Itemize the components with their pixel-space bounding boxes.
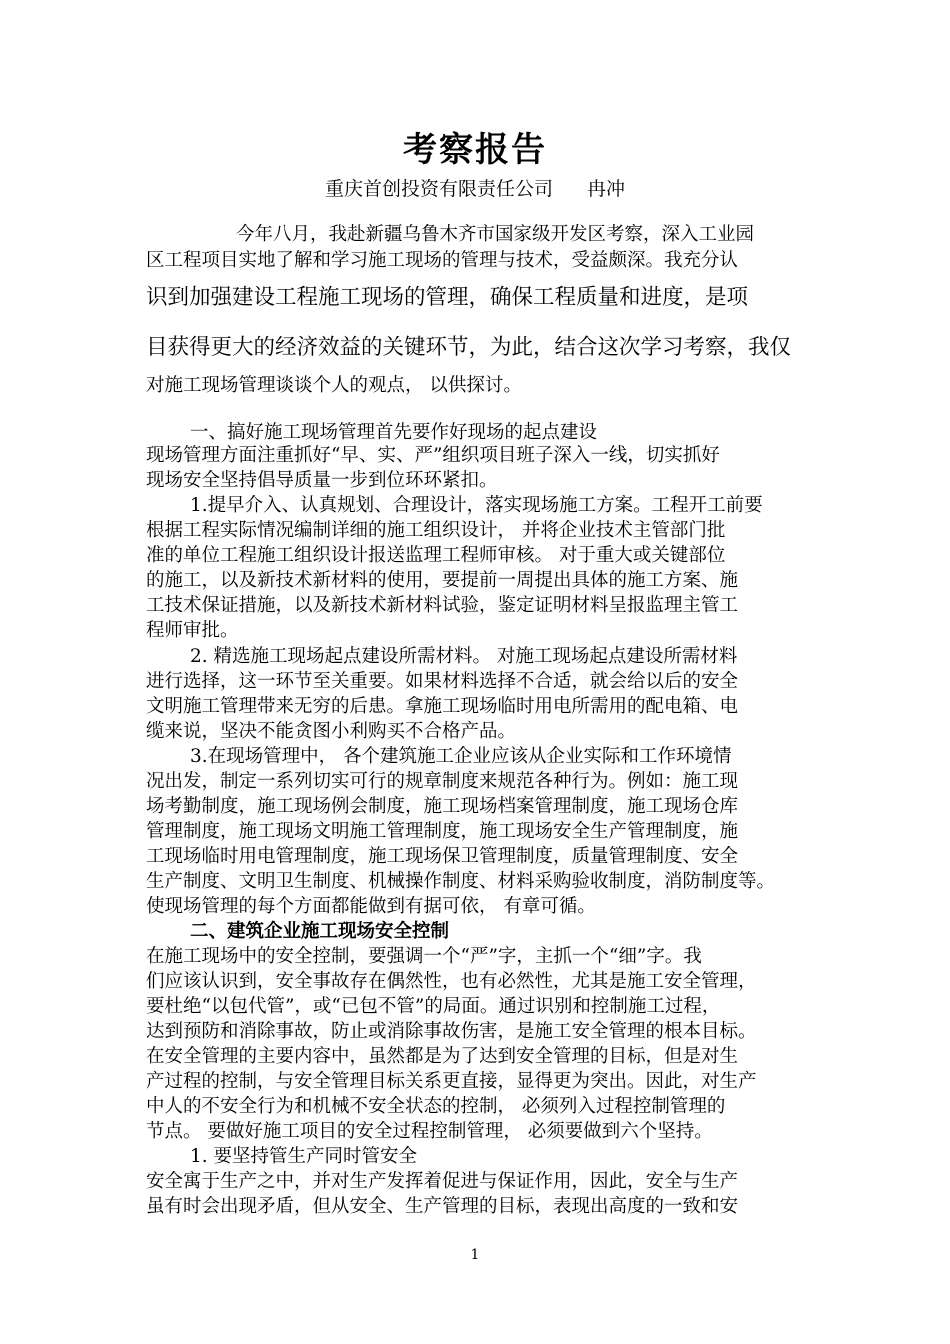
paragraph-line: 现场安全坚持倡导质量一步到位环环紧扣。 <box>146 470 498 491</box>
paragraph-line: 产过程的控制，与安全管理目标关系更直接，显得更为突出。因此，对生产 <box>146 1071 757 1092</box>
document-title: 考察报告 <box>403 130 547 170</box>
paragraph-line: 今年八月，我赴新疆乌鲁木齐市国家级开发区考察，深入工业园 <box>236 224 755 245</box>
document-byline <box>0 176 950 202</box>
paragraph-line: 工技术保证措施，以及新技术新材料试验，鉴定证明材料呈报监理主管工 <box>146 595 739 616</box>
paragraph-line: 进行选择，这一环节至关重要。如果材料选择不合适，就会给以后的安全 <box>146 671 739 692</box>
paragraph-line: 节点。 要做好施工项目的安全过程控制管理， 必须要做到六个坚持。 <box>146 1121 713 1142</box>
author-name: 冉冲 <box>587 178 626 200</box>
paragraph-line: 虽有时会出现矛盾，但从安全、生产管理的目标，表现出高度的一致和安 <box>146 1196 739 1217</box>
paragraph-line: 在施工现场中的安全控制，要强调一个“严”字，主抓一个“细”字。我 <box>146 946 702 967</box>
paragraph-line: 达到预防和消除事故，防止或消除事故伤害，是施工安全管理的根本目标。 <box>146 1021 757 1042</box>
section-heading: 一、搞好施工现场管理首先要作好现场的起点建设 <box>190 422 598 443</box>
paragraph-line: 管理制度，施工现场文明施工管理制度，施工现场安全生产管理制度，施 <box>146 821 739 842</box>
company-name: 重庆首创投资有限责任公司 <box>324 178 553 200</box>
paragraph-line: 中人的不安全行为和机械不安全状态的控制， 必须列入过程控制管理的 <box>146 1096 726 1117</box>
paragraph-line: 在安全管理的主要内容中，虽然都是为了达到安全管理的目标，但是对生 <box>146 1046 739 1067</box>
paragraph-line: 使现场管理的每个方面都能做到有据可依， 有章可循。 <box>146 896 596 917</box>
paragraph-line: 根据工程实际情况编制详细的施工组织设计， 并将企业技术主管部门批 <box>146 520 726 541</box>
paragraph-line: 现场管理方面注重抓好“早、实、严”组织项目班子深入一线，切实抓好 <box>146 445 720 466</box>
paragraph-line: 2. 精选施工现场起点建设所需材料。 对施工现场起点建设所需材料 <box>190 646 738 667</box>
paragraph-line: 生产制度、文明卫生制度、机械操作制度、材料采购验收制度，消防制度等。 <box>146 871 776 892</box>
paragraph-line: 要杜绝“以包代管”，或“已包不管”的局面。通过识别和控制施工过程， <box>146 996 721 1017</box>
paragraph-line: 准的单位工程施工组织设计报送监理工程师审核。 对于重大或关键部位 <box>146 545 726 566</box>
paragraph-line: 区工程项目实地了解和学习施工现场的管理与技术，受益颇深。我充分认 <box>146 250 739 271</box>
paragraph-line: 识到加强建设工程施工现场的管理，确保工程质量和进度，是项 <box>146 285 749 310</box>
paragraph-line: 文明施工管理带来无穷的后患。拿施工现场临时用电所需用的配电箱、电 <box>146 696 739 717</box>
paragraph-line: 3.在现场管理中， 各个建筑施工企业应该从企业实际和工作环境情 <box>190 746 732 767</box>
paragraph-line: 1.提早介入、认真规划、合理设计，落实现场施工方案。工程开工前要 <box>190 495 763 516</box>
paragraph-line: 对施工现场管理谈谈个人的观点， 以供探讨。 <box>146 375 522 396</box>
paragraph-line: 程师审批。 <box>146 620 239 641</box>
paragraph-line: 的施工，以及新技术新材料的使用，要提前一周提出具体的施工方案、施 <box>146 570 739 591</box>
section-heading: 二、建筑企业施工现场安全控制 <box>190 921 450 942</box>
paragraph-line: 目获得更大的经济效益的关键环节，为此，结合这次学习考察，我仅 <box>146 335 792 360</box>
paragraph-line: 们应该认识到，安全事故存在偶然性，也有必然性，尤其是施工安全管理， <box>146 971 757 992</box>
paragraph-line: 安全寓于生产之中，并对生产发挥着促进与保证作用，因此，安全与生产 <box>146 1171 739 1192</box>
paragraph-line: 况出发，制定一系列切实可行的规章制度来规范各种行为。例如：施工现 <box>146 771 739 792</box>
paragraph-line: 缆来说，坚决不能贪图小利购买不合格产品。 <box>146 721 517 742</box>
paragraph-line: 工现场临时用电管理制度，施工现场保卫管理制度，质量管理制度、安全 <box>146 846 739 867</box>
page-number: 1 <box>470 1247 480 1263</box>
section-heading: 1. 要坚持管生产同时管安全 <box>190 1146 418 1167</box>
paragraph-line: 场考勤制度，施工现场例会制度，施工现场档案管理制度，施工现场仓库 <box>146 796 739 817</box>
